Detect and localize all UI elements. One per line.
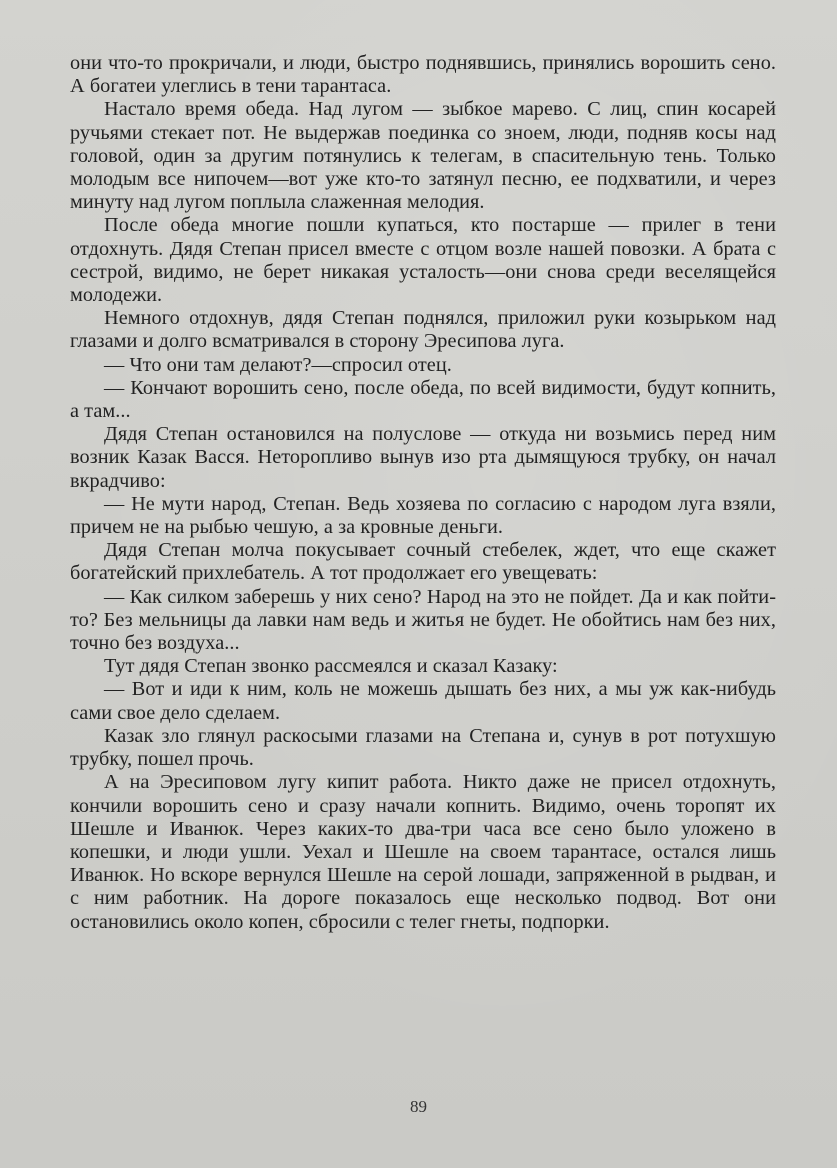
paragraph-stepan-waits: Дядя Степан молча покусывает сочный стебелек, ждет, что еще скажет богатейский прихлебатель. А тот продолжает его увещевать: (70, 539, 776, 585)
paragraph-kazak-speech-2: — Как силком заберешь у них сено? Народ на это не пойдет. Да и как пойти-то? Без мельницы да лавки нам ведь и житья не будет. Не обойтись нам без них, точно без воздуха... (70, 585, 776, 655)
paragraph-kazak-speech-1: — Не мути народ, Степан. Ведь хозяева по согласию с народом луга взяли, причем не на рыбью чешую, а за кровные деньги. (70, 492, 776, 539)
paragraph-stepan-answer: — Кончают ворошить сено, после обеда, по всей видимости, будут копнить, а там... (70, 376, 776, 423)
paragraph-eresipov-meadow-work: А на Эресиповом лугу кипит работа. Никто даже не присел отдохнуть, кончили ворошить сено и сразу начали копнить. Видимо, очень торопят их Шешле и Иванюк. Через каких-то два-три часа все сено было уложено в копешки, и люди ушли. Уехал и Шешле на своем тарантасе, остался лишь Иванюк. Но вскоре вернулся Шешле на серой лошади, запряженной в рыдван, и с ним работник. На дороге показалось еще несколько подвод. Вот они остановились около копен, сбросили с телег гнеты, подпорки. (70, 771, 776, 933)
paragraph-uncle-stepan-looks: Немного отдохнув, дядя Степан поднялся, приложил руки козырьком над глазами и долго всматривался в сторону Эресипова луга. (70, 307, 776, 353)
paragraph-continuation: они что-то прокричали, и люди, быстро поднявшись, принялись ворошить сено. А богатеи улеглись в тени тарантаса. (70, 52, 776, 98)
paragraph-stepan-reply: — Вот и иди к ним, коль не можешь дышать без них, а мы уж как-нибудь сами свое дело сделаем. (70, 678, 776, 724)
paragraph-kazak-leaves: Казак зло глянул раскосыми глазами на Степана и, сунув в рот потухшую трубку, пошел прочь. (70, 724, 776, 771)
paragraph-kazak-vassya-appears: Дядя Степан остановился на полуслове — откуда ни возьмись перед ним возник Казак Васся. Неторопливо вынув изо рта дымящуюся трубку, он начал вкрадчиво: (70, 423, 776, 492)
paragraph-stepan-laughs: Тут дядя Степан звонко рассмеялся и сказал Казаку: (104, 655, 558, 678)
paragraph-lunch-time: Настало время обеда. Над лугом — зыбкое марево. С лиц, спин косарей ручьями стекает пот. Не выдержав поединка со зноем, люди, подняв косы над головой, один за другим потянулись к телегам, в спасительную тень. Только молодым все нипочем—вот уже кто-то затянул песню, ее подхватили, и через минуту над лугом поплыла слаженная мелодия. (70, 98, 776, 214)
paragraph-after-lunch: После обеда многие пошли купаться, кто постарше — прилег в тени отдохнуть. Дядя Степан присел вместе с отцом возле нашей повозки. А брата с сестрой, видимо, не берет никакая усталость—они снова среди веселящейся молодежи. (70, 214, 776, 307)
paragraph-father-question: — Что они там делают?—спросил отец. (104, 353, 452, 376)
page-number: 89 (410, 1097, 427, 1116)
page-text (70, 52, 776, 934)
